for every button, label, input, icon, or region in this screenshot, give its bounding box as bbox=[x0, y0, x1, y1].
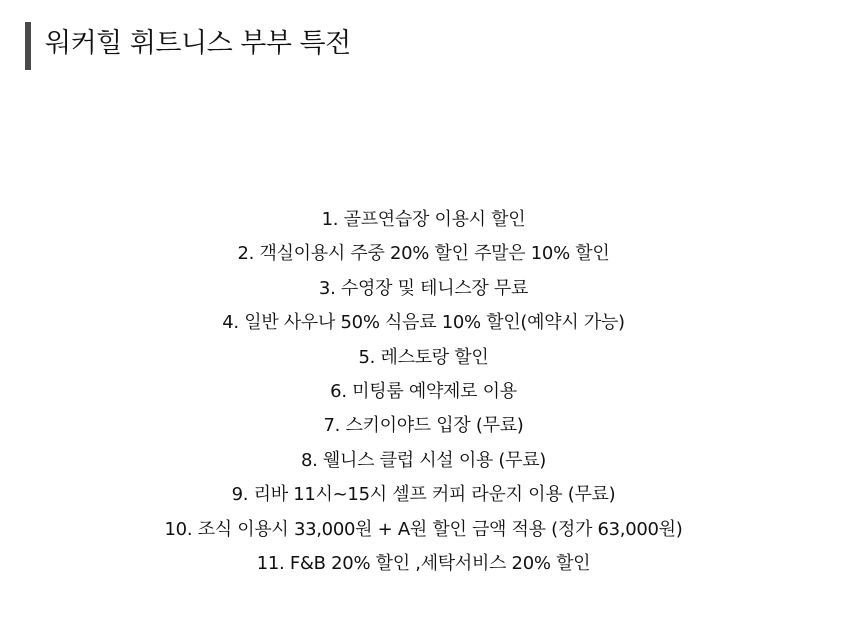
page-title: 워커힐 휘트니스 부부 특전 bbox=[45, 28, 351, 59]
benefit-item-4: 4. 일반 사우나 50% 식음료 10% 할인(예약시 가능) bbox=[222, 312, 625, 334]
benefit-item-8: 8. 웰니스 클럽 시설 이용 (무료) bbox=[300, 449, 547, 471]
benefit-item-3: 3. 수영장 및 테니스장 무료 bbox=[318, 277, 529, 299]
benefit-list bbox=[0, 203, 847, 581]
benefit-item-1: 1. 골프연습장 이용시 할인 bbox=[321, 209, 526, 230]
benefit-item-11: 11. F&B 20% 할인 ,세탁서비스 20% 할인 bbox=[256, 552, 591, 574]
benefit-item-2: 2. 객실이용시 주중 20% 할인 주말은 10% 할인 bbox=[237, 243, 610, 265]
benefit-item-5: 5. 레스토랑 할인 bbox=[358, 346, 489, 368]
benefit-item-6: 6. 미팅룸 예약제로 이용 bbox=[330, 380, 517, 402]
benefit-item-7: 7. 스키이야드 입장 (무료) bbox=[323, 415, 524, 437]
benefit-item-10: 10. 조식 이용시 33,000원 + A원 할인 금액 적용 (정가 63,000원) bbox=[164, 518, 683, 540]
benefit-item-9: 9. 리바 11시~15시 셀프 커피 라운지 이용 (무료) bbox=[231, 484, 616, 506]
title-accent-bar bbox=[25, 22, 31, 70]
